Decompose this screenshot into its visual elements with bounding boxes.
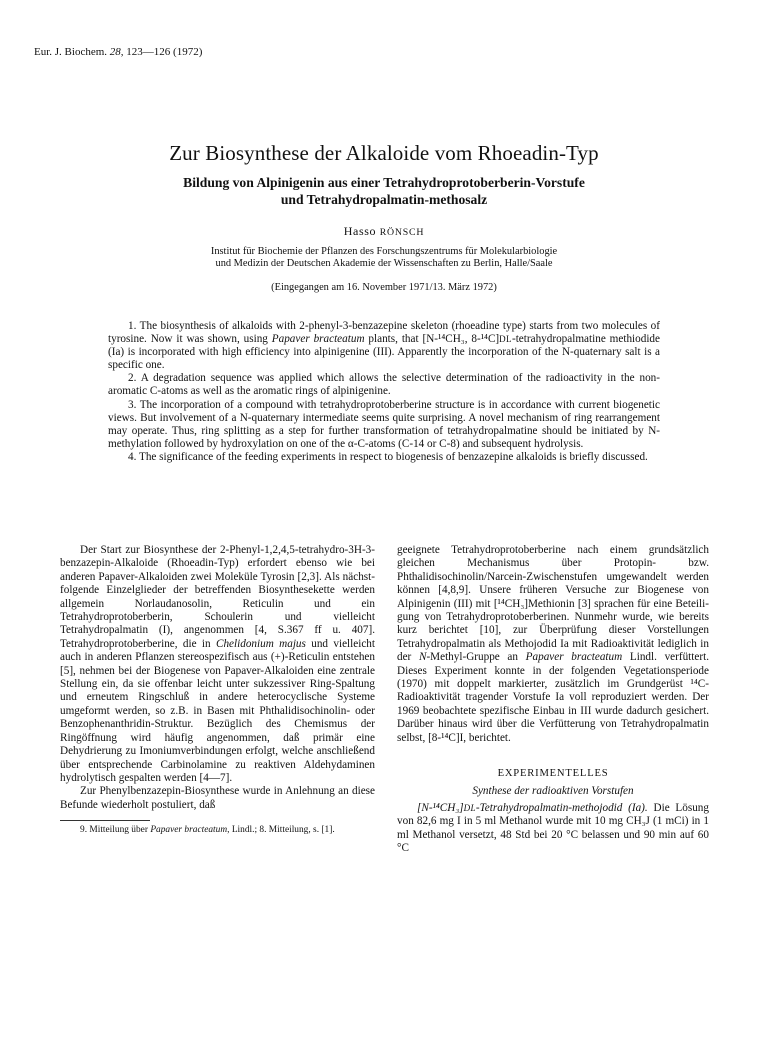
abstract-paragraph-3: 3. The incorporation of a compound with tetrahydroprotoberberine structure is in accordance with current biogenetic views. But involvement of a N-quaternary intermediate seems quite surprising. A novel mechanism of ring rearrangement may operate. Thus, ring splitting as a step for further transformation of tetrahydropalmatine should be initiated by N-methylation followed by hydroxylation on one of the α-C-atoms (C-14 or C-8) and subsequent hydrolysis.	[108, 398, 660, 450]
body-paragraph-3: geeignete Tetrahydroprotoberberine nach einem grundsätzlich gleichen Mechanismus über Protopin- bzw. Phthalidisochinolin/Narcein-Zwischenstufen umgewandelt werden können [4,8,9]. Unsere früheren Versuche zur Biogenese von Alpinigenin (III) mit [¹⁴CH₃]Methionin [3] sprachen für eine Beteiligung von Tetrahydroprotoberberinen. Nunmehr wurde, wie bereits kurz berichtet [10], zur Überprüfung dieser Vorstellungen Tetrahydropalmatin als Methojodid Ia mit Radioaktivität lediglich in der N-Methyl-Gruppe an Papaver bracteatum Lindl. verfüttert. Dieses Experiment konnte in der folgenden Vegetationsperiode (1970) mit doppelt markierter, zusätzlich im Grundgerüst ¹⁴C-Radioaktivität tragender Vorstufe Ia voll reproduziert werden. Der 1969 beobachtete spezifische Einbau in III wurde dadurch gesichert. Darüber hinaus wird über die Verfütterung von Tetrahydropalmatin selbst, [8-¹⁴C]I, berichtet.	[397, 544, 709, 744]
body-column-left	[60, 544, 375, 837]
journal-citation	[34, 46, 202, 58]
institution-line-2: und Medizin der Deutschen Akademie der Wissenschaften zu Berlin, Halle/Saale	[215, 258, 553, 269]
journal-name: Eur. J. Biochem.	[34, 46, 108, 58]
subtitle-line-2: und Tetrahydropalmatin-methosalz	[280, 192, 488, 207]
subtitle-line-1: Bildung von Alpinigenin aus einer Tetrahydroprotoberberin-Vorstufe	[183, 175, 585, 190]
journal-volume: 28,	[109, 46, 124, 58]
journal-pages: 123—126 (1972)	[126, 46, 203, 58]
n-methyl-label: N	[418, 651, 427, 664]
article-title: Zur Biosynthese der Alkaloide vom Rhoeadin-Typ	[169, 141, 599, 165]
footnote-divider	[60, 820, 150, 821]
author	[0, 224, 768, 239]
dl-prefix: DL	[499, 334, 512, 345]
subsection-heading: Synthese der radioaktiven Vorstufen	[472, 784, 634, 797]
footnote: 9. Mitteilung über Papaver bracteatum, Lindl.; 8. Mitteilung, s. [1].	[80, 825, 335, 836]
received-date: (Eingegangen am 16. November 1971/13. März 1972)	[271, 282, 497, 293]
body-paragraph-4: [N-¹⁴CH₃]DL-Tetrahydropalmatin-methojodid (Ia). Die Lösung von 82,6 mg I in 5 ml Methanol wurde mit 10 mg CH₃J (1 mCi) in 1 ml Methanol versetzt, 48 Std bei 20 °C belassen und 90 min auf 60 °C	[397, 801, 709, 855]
abstract-paragraph-4: 4. The significance of the feeding experiments in respect to biogenesis of benzazepine alkaloids is briefly discussed.	[128, 450, 648, 463]
abstract	[108, 320, 660, 464]
article-subtitle	[0, 174, 768, 208]
body-paragraph-2: Zur Phenylbenzazepin-Biosynthese wurde in Anlehnung an diese Befunde wiederholt postuliert, daß	[60, 785, 375, 811]
abstract-paragraph-1: 1. The biosynthesis of alkaloids with 2-phenyl-3-benzazepine skeleton (rhoeadine type) starts from two molecules of tyrosine. Now it was shown, using Papaver bracteatum plants, that [N-¹⁴CH₃, 8-¹⁴C]DL-tetrahydropalmatine methiodide (Ia) is incorporated with high efficiency into alpinigenine (III). Apparently the incorporation of the N-quaternary salt is a specific one.	[108, 320, 660, 372]
institution-line-1: Institut für Biochemie der Pflanzen des Forschungszentrums für Molekularbiologie	[210, 246, 558, 257]
abstract-paragraph-2: 2. A degradation sequence was applied which allows the selective determination of the radioactivity in the non-aromatic C-atoms as well as the aromatic rings of alpinigenine.	[108, 372, 660, 398]
body-paragraph-1: Der Start zur Biosynthese der 2-Phenyl-1,2,4,5-tetrahydro-3H-3-benzazepin-Alkaloide (Rhoeadin-Typ) erfordert ebenso wie bei anderen Papaver-Alkaloiden zwei Moleküle Tyrosin [2,3]. Als nächstfolgende Einzelglieder der betreffenden Biosynthesekette werden allgemein Norlaudanosolin, Reticulin und ein Tetrahydroprotoberberin, Schoulerin und vielleicht Tetrahydropalmatin (I), angenommen [4, S.367 ff u. 407]. Tetrahydroprotoberberine, die in Chelidonium majus und vielleicht auch in anderen Pflanzen stereospezifisch aus (+)-Reticulin entstehen [5], nehmen bei der Biogenese von Papaver-Alkaloiden eine zentrale Stellung ein, da sie offenbar leicht unter sukzessiver Ring-Spaltung und erneutem Ringschluß in andere heterocyclische Systeme umgeformt werden, so z.B. in Basen mit Phthalidisochinolin- oder Benzophenanthridin-Struktur. Bezüglich des Chemismus der Ringöffnung wird häufig angenommen, daß primär eine Dehydrierung zu Imoniumverbindungen erfolgt, welche anschließend über entsprechende Carbinolamine zu reaktiven Aldehydaminen hydrolytisch gespalten werden [4—7].	[60, 544, 376, 784]
institution	[0, 246, 768, 270]
species-name: Papaver bracteatum	[271, 333, 365, 346]
author-last-name: RÖNSCH	[379, 227, 425, 238]
author-first-name: Hasso	[343, 224, 377, 238]
species-name: Papaver bracteatum	[150, 825, 228, 836]
body-column-right	[397, 544, 709, 856]
compound-heading: [N-¹⁴CH₃]DL-Tetrahydropalmatin-methojodid (Ia).	[417, 801, 648, 814]
species-name: Chelidonium majus	[216, 637, 306, 650]
species-name: Papaver bracteatum	[525, 651, 623, 664]
section-heading: EXPERIMENTELLES	[497, 768, 609, 780]
